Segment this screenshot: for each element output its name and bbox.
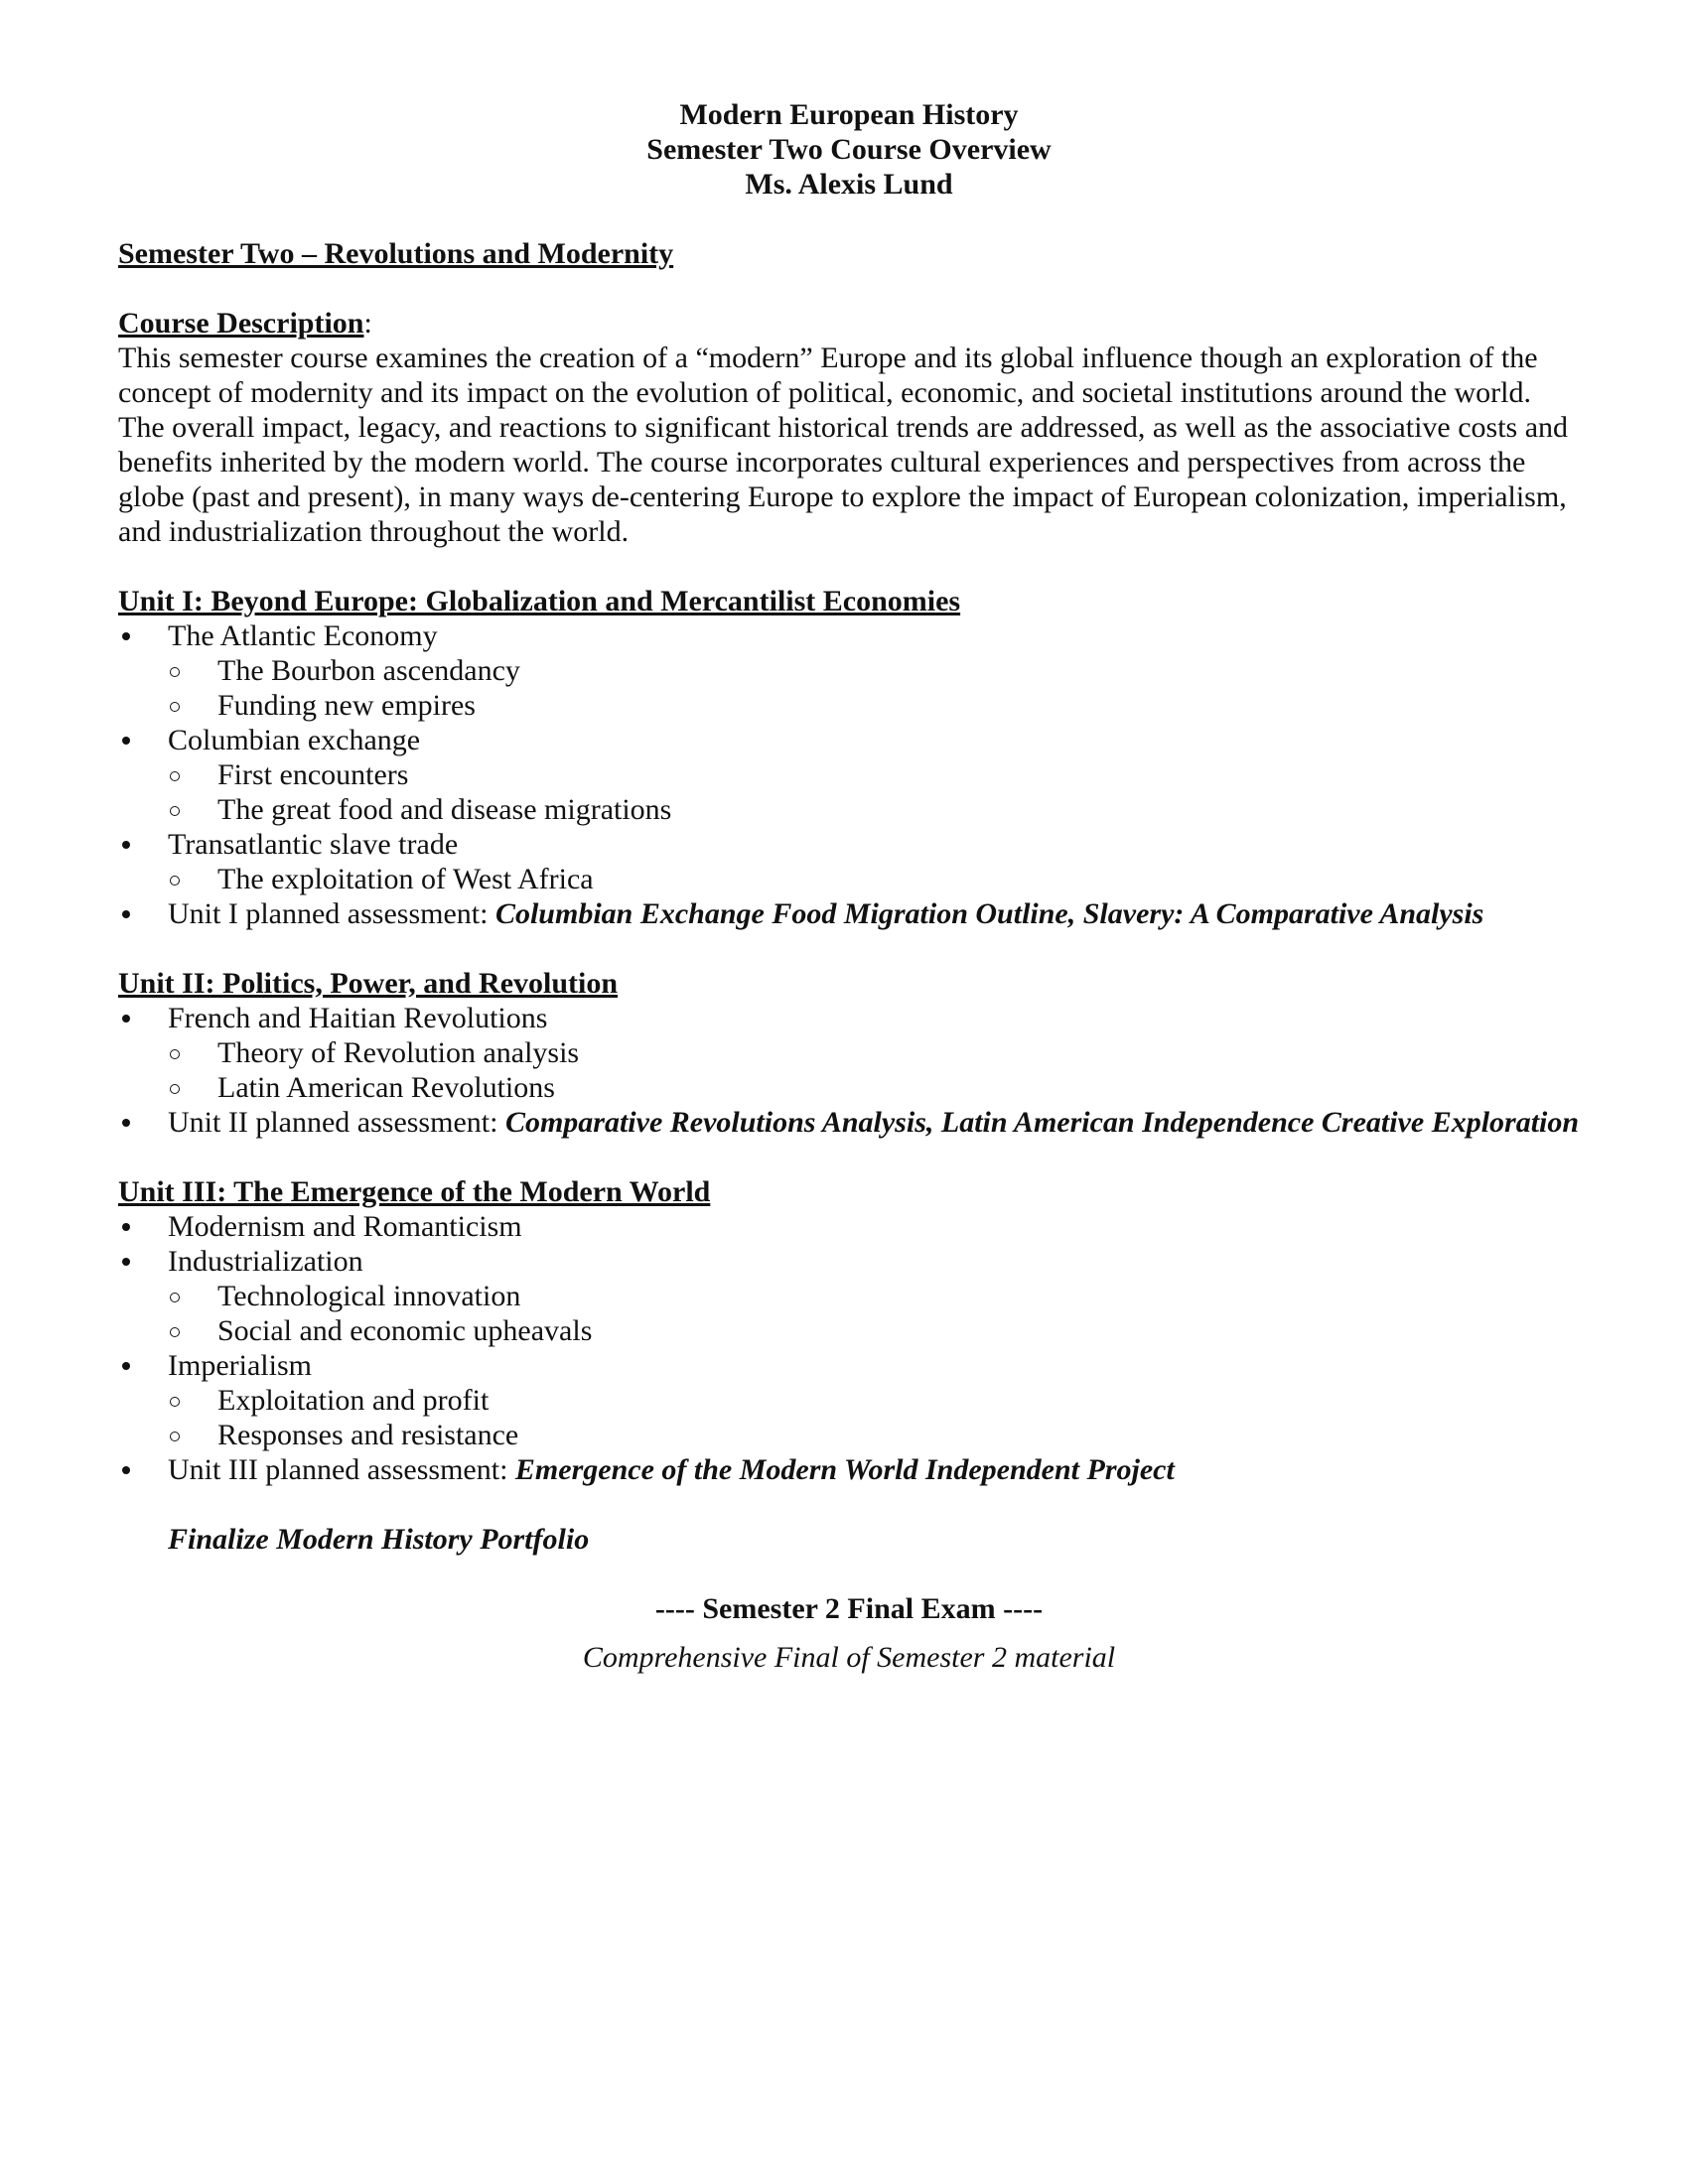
assessment-value: Comparative Revolutions Analysis, Latin American Independence Creative Exploration bbox=[504, 1106, 1580, 1139]
list-item bbox=[118, 723, 1580, 827]
unit1-list bbox=[118, 618, 1580, 931]
sub-list-item-label: The great food and disease migrations bbox=[217, 793, 672, 826]
bullet-icon bbox=[122, 1362, 130, 1370]
list-item-label: Transatlantic slave trade bbox=[168, 828, 459, 861]
sub-list bbox=[168, 653, 1580, 723]
circle-bullet-icon bbox=[170, 771, 180, 781]
circle-bullet-icon bbox=[170, 1084, 180, 1094]
unit3-title: Unit III: The Emergence of the Modern World bbox=[118, 1175, 711, 1208]
bullet-icon bbox=[122, 910, 130, 918]
list-item-label: French and Haitian Revolutions bbox=[168, 1002, 548, 1034]
assessment-label: Unit II planned assessment: bbox=[168, 1106, 505, 1139]
unit2-title: Unit II: Politics, Power, and Revolution bbox=[118, 967, 619, 1000]
list-item-label: The Atlantic Economy bbox=[168, 619, 438, 652]
list-item-label: Imperialism bbox=[168, 1349, 312, 1382]
circle-bullet-icon bbox=[170, 667, 180, 677]
sub-list bbox=[168, 1279, 1580, 1348]
circle-bullet-icon bbox=[170, 1397, 180, 1407]
sub-list-item bbox=[168, 653, 1580, 688]
document-page bbox=[118, 97, 1580, 1675]
sub-list bbox=[168, 862, 1580, 896]
sub-list-item bbox=[168, 1383, 1580, 1418]
list-item-label: Industrialization bbox=[168, 1245, 363, 1278]
course-description-text: This semester course examines the creation of a “modern” Europe and its global influence though an exploration of the concept of modernity and its impact on the evolution of political, economic, and societal institutions around the world. The overall impact, legacy, and reactions to significant historical trends are addressed, as well as the associative costs and benefits inherited by the modern world. The course incorporates cultural experiences and perspectives from across the globe (past and present), in many ways de-centering Europe to explore the impact of European colonization, imperialism, and industrialization throughout the world. bbox=[118, 341, 1569, 548]
course-description-label: Course Description bbox=[118, 307, 364, 340]
sub-list-item-label: Responses and resistance bbox=[217, 1419, 519, 1451]
sub-list-item bbox=[168, 1313, 1580, 1348]
assessment-label: Unit III planned assessment: bbox=[168, 1453, 515, 1486]
bullet-icon bbox=[122, 1258, 130, 1266]
bullet-icon bbox=[122, 1119, 130, 1127]
bullet-icon bbox=[122, 1223, 130, 1231]
semester-title: Semester Two – Revolutions and Modernity bbox=[118, 237, 674, 270]
circle-bullet-icon bbox=[170, 1327, 180, 1337]
sub-list-item bbox=[168, 1070, 1580, 1105]
list-item-label: Modernism and Romanticism bbox=[168, 1210, 522, 1243]
assessment-item bbox=[118, 1105, 1580, 1140]
list-item bbox=[118, 1244, 1580, 1348]
portfolio-note: Finalize Modern History Portfolio bbox=[168, 1523, 590, 1556]
sub-list-item-label: Social and economic upheavals bbox=[217, 1314, 593, 1347]
list-item bbox=[118, 1001, 1580, 1105]
unit1-title: Unit I: Beyond Europe: Globalization and Mercantilist Economies bbox=[118, 585, 961, 617]
list-item bbox=[118, 1209, 1580, 1244]
list-item-label: Columbian exchange bbox=[168, 724, 421, 756]
final-exam-title: ---- Semester 2 Final Exam ---- bbox=[654, 1592, 1044, 1625]
bullet-icon bbox=[122, 841, 130, 849]
sub-list-item-label: Theory of Revolution analysis bbox=[217, 1036, 580, 1069]
sub-list-item bbox=[168, 792, 1580, 827]
sub-list-item-label: Latin American Revolutions bbox=[217, 1071, 555, 1104]
circle-bullet-icon bbox=[170, 806, 180, 816]
final-exam-subtitle: Comprehensive Final of Semester 2 material bbox=[582, 1641, 1116, 1674]
course-description-colon: : bbox=[363, 307, 372, 340]
sub-list-item-label: The exploitation of West Africa bbox=[217, 863, 594, 895]
teacher-name: Ms. Alexis Lund bbox=[745, 168, 953, 201]
bullet-icon bbox=[122, 1466, 130, 1474]
list-item bbox=[118, 618, 1580, 723]
sub-list-item bbox=[168, 1418, 1580, 1452]
circle-bullet-icon bbox=[170, 1049, 180, 1059]
course-description-heading bbox=[118, 306, 1580, 341]
sub-list bbox=[168, 1035, 1580, 1105]
assessment-label: Unit I planned assessment: bbox=[168, 897, 495, 930]
sub-list-item bbox=[168, 1035, 1580, 1070]
sub-list-item-label: Funding new empires bbox=[217, 689, 476, 722]
unit3-list bbox=[118, 1209, 1580, 1487]
circle-bullet-icon bbox=[170, 1293, 180, 1302]
sub-list-item-label: The Bourbon ascendancy bbox=[217, 654, 520, 687]
assessment-item bbox=[118, 896, 1580, 931]
sub-list bbox=[168, 1383, 1580, 1452]
unit2-list bbox=[118, 1001, 1580, 1140]
course-title: Modern European History bbox=[679, 98, 1019, 131]
sub-list-item bbox=[168, 1279, 1580, 1313]
sub-list-item-label: Exploitation and profit bbox=[217, 1384, 490, 1417]
circle-bullet-icon bbox=[170, 876, 180, 886]
circle-bullet-icon bbox=[170, 702, 180, 712]
assessment-item bbox=[118, 1452, 1580, 1487]
sub-list bbox=[168, 757, 1580, 827]
document-header bbox=[118, 97, 1580, 202]
sub-list-item bbox=[168, 757, 1580, 792]
list-item bbox=[118, 827, 1580, 896]
sub-list-item-label: First encounters bbox=[217, 758, 409, 791]
bullet-icon bbox=[122, 737, 130, 745]
circle-bullet-icon bbox=[170, 1432, 180, 1441]
overview-title: Semester Two Course Overview bbox=[646, 133, 1052, 166]
sub-list-item bbox=[168, 688, 1580, 723]
sub-list-item bbox=[168, 862, 1580, 896]
bullet-icon bbox=[122, 1015, 130, 1023]
assessment-value: Columbian Exchange Food Migration Outline, Slavery: A Comparative Analysis bbox=[494, 897, 1484, 930]
list-item bbox=[118, 1348, 1580, 1452]
sub-list-item-label: Technological innovation bbox=[217, 1280, 521, 1312]
assessment-value: Emergence of the Modern World Independent Project bbox=[514, 1453, 1175, 1486]
bullet-icon bbox=[122, 632, 130, 640]
